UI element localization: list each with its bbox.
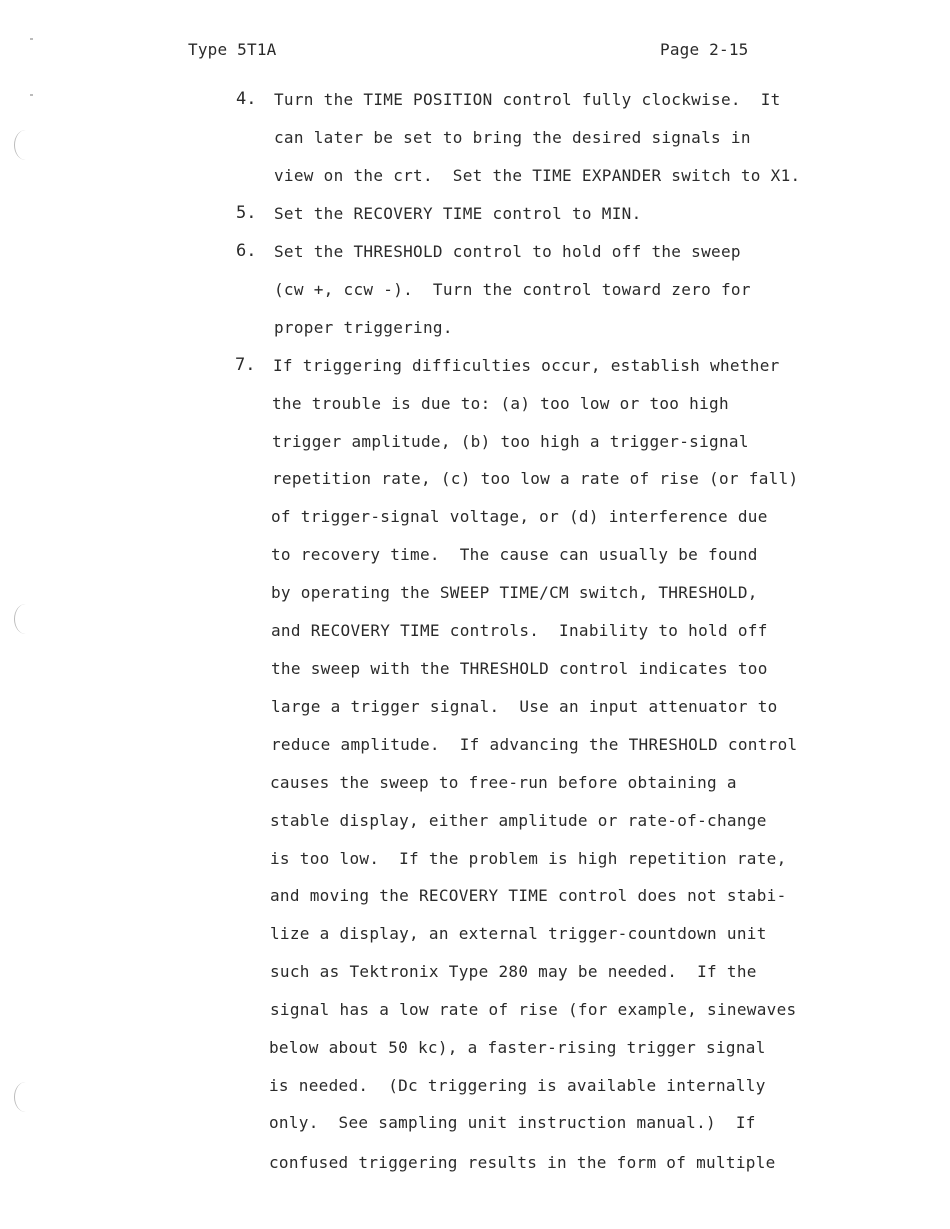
punch-hole-top xyxy=(14,130,37,160)
item-text-line: is too low. If the problem is high repetition rate, xyxy=(270,849,787,868)
item-text-line: can later be set to bring the desired signals in xyxy=(274,128,751,147)
item-text-line: confused triggering results in the form of multiple xyxy=(269,1153,776,1172)
item-number: 5. xyxy=(236,203,257,223)
item-text-line: the trouble is due to: (a) too low or too high xyxy=(272,394,729,413)
item-text-line: large a trigger signal. Use an input attenuator to xyxy=(271,697,778,716)
item-text-line: and RECOVERY TIME controls. Inability to hold off xyxy=(271,621,768,640)
punch-hole-middle xyxy=(14,604,37,634)
scan-speck xyxy=(30,38,33,40)
item-text-line: and moving the RECOVERY TIME control does not stabi- xyxy=(270,886,787,905)
item-text-line: reduce amplitude. If advancing the THRESHOLD control xyxy=(271,735,798,754)
item-number: 4. xyxy=(236,89,257,109)
scan-speck xyxy=(30,94,33,96)
punch-hole-bottom xyxy=(14,1082,37,1112)
item-text-line: lize a display, an external trigger-countdown unit xyxy=(270,924,767,943)
document-type-label: Type 5T1A xyxy=(188,40,277,59)
item-text-line: stable display, either amplitude or rate-of-change xyxy=(270,811,767,830)
item-number: 6. xyxy=(236,241,257,261)
item-text-line: If triggering difficulties occur, establish whether xyxy=(273,356,780,375)
item-text-line: below about 50 kc), a faster-rising trigger signal xyxy=(269,1038,766,1057)
item-text-line: signal has a low rate of rise (for example, sinewaves xyxy=(270,1000,797,1019)
item-number: 7. xyxy=(235,355,256,375)
item-text-line: by operating the SWEEP TIME/CM switch, THRESHOLD, xyxy=(271,583,758,602)
item-text-line: is needed. (Dc triggering is available internally xyxy=(269,1076,766,1095)
item-text-line: Set the THRESHOLD control to hold off the sweep xyxy=(274,242,741,261)
item-text-line: only. See sampling unit instruction manual.) If xyxy=(269,1113,756,1132)
item-text-line: causes the sweep to free-run before obtaining a xyxy=(270,773,737,792)
page-number: Page 2-15 xyxy=(660,40,749,59)
item-text-line: to recovery time. The cause can usually be found xyxy=(271,545,758,564)
item-text-line: Set the RECOVERY TIME control to MIN. xyxy=(274,204,642,223)
item-text-line: such as Tektronix Type 280 may be needed. If the xyxy=(270,962,757,981)
item-text-line: (cw +, ccw -). Turn the control toward zero for xyxy=(274,280,751,299)
item-text-line: of trigger-signal voltage, or (d) interference due xyxy=(271,507,768,526)
item-text-line: trigger amplitude, (b) too high a trigger-signal xyxy=(272,432,749,451)
item-text-line: repetition rate, (c) too low a rate of rise (or fall) xyxy=(272,469,799,488)
item-text-line: the sweep with the THRESHOLD control indicates too xyxy=(271,659,768,678)
item-text-line: proper triggering. xyxy=(274,318,453,337)
item-text-line: view on the crt. Set the TIME EXPANDER switch to X1. xyxy=(274,166,801,185)
item-text-line: Turn the TIME POSITION control fully clockwise. It xyxy=(274,90,781,109)
